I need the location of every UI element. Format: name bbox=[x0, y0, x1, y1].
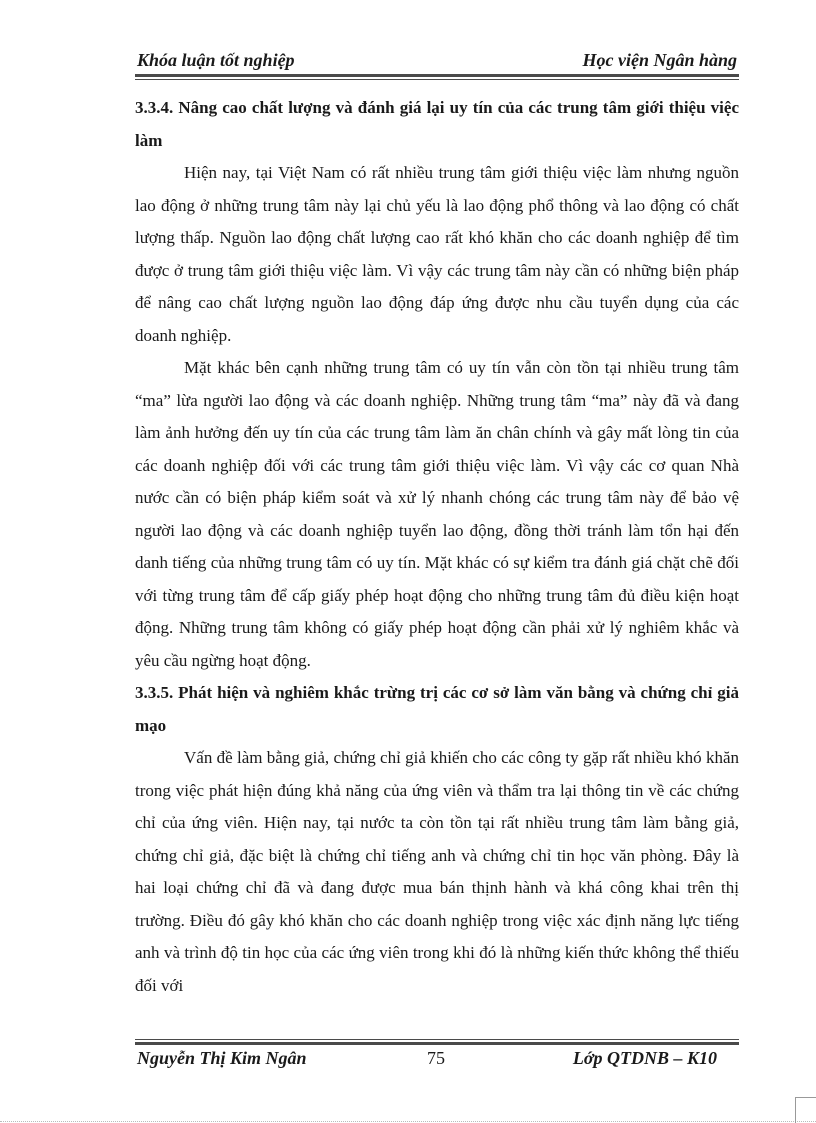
page-footer bbox=[135, 1045, 739, 1073]
header-institution: Học viện Ngân hàng bbox=[582, 50, 737, 70]
paragraph-3: Vấn đề làm bằng giả, chứng chỉ giả khiến cho các công ty gặp rất nhiều khó khăn trong việc phát hiện đúng khả năng của ứng viên và thẩm tra lại thông tin về các chứng chỉ của ứng viên. Hiện nay, tại nước ta còn tồn tại rất nhiều trung tâm làm bằng giả, chứng chỉ giả, đặc biệt là chứng chỉ tiếng anh và chứng chỉ tin học văn phòng. Đây là hai loại chứng chỉ đã và đang được mua bán thịnh hành và khá công khai trên thị trường. Điều đó gây khó khăn cho các doanh nghiệp trong việc xác định năng lực tiếng anh và trình độ tin học của các ứng viên trong khi đó là những kiến thức không thể thiếu đối với bbox=[135, 748, 739, 995]
crop-mark-horizontal bbox=[795, 1097, 816, 1098]
page-body bbox=[135, 92, 739, 1002]
page-header bbox=[135, 48, 739, 74]
footer-rule-thin bbox=[135, 1039, 739, 1040]
header-rule-thin bbox=[135, 79, 739, 80]
paragraph-1: Hiện nay, tại Việt Nam có rất nhiều trung tâm giới thiệu việc làm nhưng nguồn lao động ở những trung tâm này lại chủ yếu là lao động phổ thông và lao động có chất lượng thấp. Nguồn lao động chất lượng cao rất khó khăn cho các doanh nghiệp để tìm được ở trung tâm giới thiệu việc làm. Vì vậy các trung tâm này cần có những biện pháp để nâng cao chất lượng nguồn lao động đáp ứng được nhu cầu tuyển dụng của các doanh nghiệp. bbox=[135, 163, 739, 345]
page-boundary-dotted bbox=[0, 1121, 816, 1122]
paragraph-2: Mặt khác bên cạnh những trung tâm có uy tín vẫn còn tồn tại nhiều trung tâm “ma” lừa người lao động và các doanh nghiệp. Những trung tâm “ma” này đã và đang làm ảnh hưởng đến uy tín của các trung tâm làm ăn chân chính và gây mất lòng tin của các doanh nghiệp đối với các trung tâm giới thiệu việc làm. Vì vậy các cơ quan Nhà nước cần có biện pháp kiểm soát và xử lý nhanh chóng các trung tâm này để bảo vệ người lao động và các doanh nghiệp tuyển lao động, đồng thời tránh làm tổn hại đến danh tiếng của những trung tâm có uy tín. Mặt khác có sự kiểm tra đánh giá chặt chẽ đối với từng trung tâm để cấp giấy phép hoạt động cho những trung tâm đủ điều kiện hoạt động. Những trung tâm không có giấy phép hoạt động cần phải xử lý nghiêm khắc và yêu cầu ngừng hoạt động. bbox=[135, 358, 739, 670]
header-rule-thick bbox=[135, 74, 739, 77]
header-thesis-label: Khóa luận tốt nghiệp bbox=[137, 50, 295, 70]
crop-mark-vertical bbox=[795, 1097, 796, 1123]
footer-class: Lớp QTDNB – K10 bbox=[572, 1048, 717, 1068]
page-number: 75 bbox=[427, 1048, 445, 1068]
section-heading-3-3-4: 3.3.4. Nâng cao chất lượng và đánh giá lại uy tín của các trung tâm giới thiệu việc làm bbox=[135, 98, 739, 150]
section-heading-3-3-5: 3.3.5. Phát hiện và nghiêm khắc trừng trị các cơ sở làm văn bằng và chứng chỉ giả mạo bbox=[135, 683, 739, 735]
footer-author: Nguyễn Thị Kim Ngân bbox=[137, 1048, 307, 1068]
